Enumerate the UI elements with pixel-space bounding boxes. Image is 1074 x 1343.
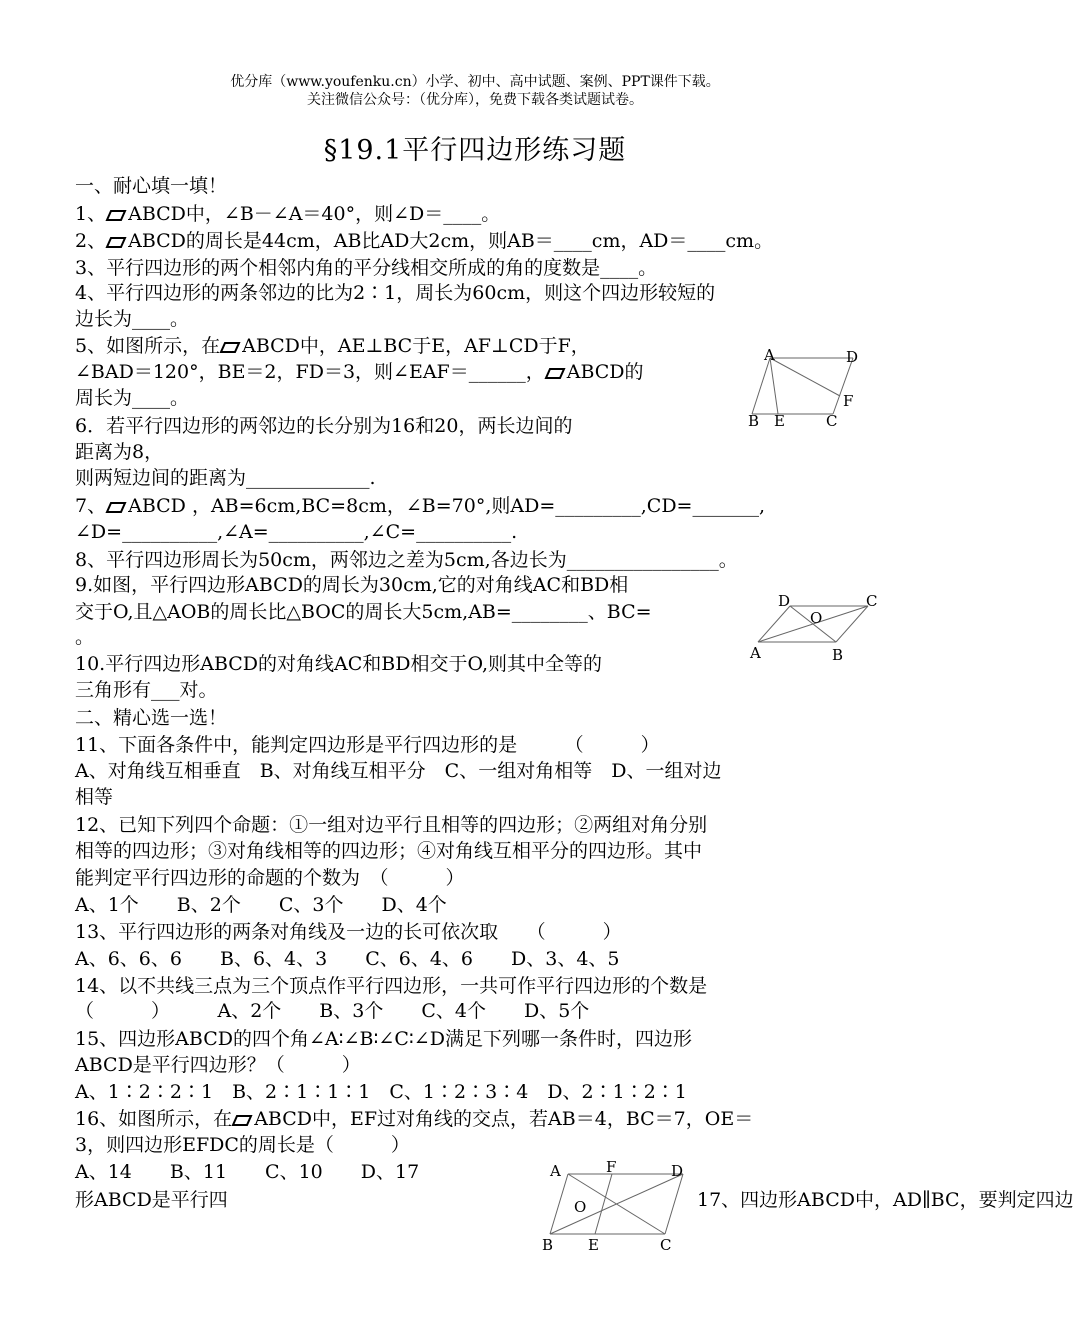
line-33: ABCD是平行四边形？（ ） bbox=[75, 1054, 361, 1076]
line-17: 。 bbox=[75, 626, 95, 648]
line-7: ∠BAD＝120°，BE＝2，FD＝3，则∠EAF＝______， ABCD的 bbox=[75, 361, 644, 383]
line-31: （ ） A、2个 B、3个 C、4个 D、5个 bbox=[75, 1000, 590, 1022]
label-D: D bbox=[778, 592, 791, 610]
line-39: 形ABCD是平行四 bbox=[75, 1189, 228, 1211]
line-21: 11、下面各条件中，能判定四边形是平行四边形的是 （ ） bbox=[75, 734, 660, 756]
label-O: O bbox=[810, 609, 823, 627]
label-A: A bbox=[750, 644, 761, 662]
line-16: 交于O,且△AOB的周长比△BOC的周长大5cm,AB=________、BC= bbox=[75, 601, 652, 623]
line-6: 5、如图所示，在 ABCD中，AE⊥BC于E，AF⊥CD于F， bbox=[75, 335, 590, 357]
line-38: 17、四边形ABCD中，AD∥BC，要判定四边 bbox=[697, 1189, 1074, 1211]
label-D: D bbox=[846, 348, 859, 366]
line-19: 三角形有___对。 bbox=[75, 679, 218, 701]
parallelogram-symbol-icon bbox=[106, 210, 126, 221]
line-3: 3、平行四边形的两个相邻内角的平分线相交所成的角的度数是____。 bbox=[75, 257, 658, 279]
line-5: 边长为____。 bbox=[75, 308, 190, 330]
label-A: A bbox=[764, 346, 775, 364]
line-22: A、对角线互相垂直 B、对角线互相平分 C、一组对角相等 D、一组对边 bbox=[75, 760, 722, 782]
page-title: §19.1平行四边形练习题 bbox=[323, 135, 627, 166]
line-11: 则两短边间的距离为_____________. bbox=[75, 467, 376, 489]
label-B: B bbox=[542, 1236, 554, 1254]
parallelogram-symbol-icon bbox=[220, 342, 240, 353]
figure-q5-parallelogram bbox=[748, 344, 868, 430]
line-37: A、14 B、11 C、10 D、17 bbox=[75, 1161, 420, 1183]
label-O: O bbox=[574, 1198, 587, 1216]
line-30: 14、以不共线三点为三个顶点作平行四边形，一共可作平行四边形的个数是 bbox=[75, 975, 708, 997]
label-C: C bbox=[826, 412, 838, 430]
line-23: 相等 bbox=[75, 786, 114, 808]
parallelogram-symbol-icon bbox=[106, 237, 126, 248]
line-8: 周长为____。 bbox=[75, 387, 190, 409]
parallelogram-symbol-icon bbox=[106, 502, 126, 513]
line-18: 10.平行四边形ABCD的对角线AC和BD相交于O,则其中全等的 bbox=[75, 653, 602, 675]
parallelogram-symbol-icon bbox=[232, 1115, 252, 1126]
line-29: A、6、6、6 B、6、4、3 C、6、4、6 D、3、4、5 bbox=[75, 948, 620, 970]
line-20: 二、精心选一选！ bbox=[75, 707, 228, 729]
line-36: 3，则四边形EFDC的周长是（ ） bbox=[75, 1134, 410, 1156]
line-14: 8、平行四边形周长为50cm，两邻边之差为5cm,各边长为________________。 bbox=[75, 549, 738, 571]
line-12: 7、 ABCD ，AB=6cm,BC=8cm，∠B=70°,则AD=_________,CD=_______, bbox=[75, 495, 766, 517]
line-28: 13、平行四边形的两条对角线及一边的长可依次取 （ ） bbox=[75, 921, 622, 943]
header-line-1: 优分库（www.youfenku.cn）小学、初中、高中试题、案例、PPT课件下载。 bbox=[230, 74, 720, 90]
line-9: 6．若平行四边形的两邻边的长分别为16和20，两长边间的 bbox=[75, 415, 573, 437]
label-C: C bbox=[660, 1236, 672, 1254]
label-F: F bbox=[606, 1158, 617, 1176]
label-B: B bbox=[748, 412, 760, 430]
line-10: 距离为8， bbox=[75, 441, 164, 463]
parallelogram-symbol-icon bbox=[545, 368, 565, 379]
label-D: D bbox=[671, 1162, 684, 1180]
line-27: A、1个 B、2个 C、3个 D、4个 bbox=[75, 894, 447, 916]
line-25: 相等的四边形；③对角线相等的四边形；④对角线互相平分的四边形。其中 bbox=[75, 840, 703, 862]
label-E: E bbox=[774, 412, 785, 430]
line-35: 16、如图所示，在 ABCD中，EF过对角线的交点，若AB＝4，BC＝7，OE＝ bbox=[75, 1108, 754, 1130]
line-26: 能判定平行四边形的命题的个数为 （ ） bbox=[75, 867, 465, 889]
line-24: 12、已知下列四个命题：①一组对边平行且相等的四边形；②两组对角分别 bbox=[75, 814, 708, 836]
label-F: F bbox=[843, 392, 854, 410]
line-0: 一、耐心填一填！ bbox=[75, 175, 228, 197]
line-4: 4、平行四边形的两条邻边的比为2∶1，周长为60cm，则这个四边形较短的 bbox=[75, 282, 716, 304]
line-32: 15、四边形ABCD的四个角∠A∶∠B∶∠C∶∠D满足下列哪一条件时，四边形 bbox=[75, 1028, 692, 1050]
label-B: B bbox=[832, 646, 844, 664]
line-34: A、1∶2∶2∶1 B、2∶1∶1∶1 C、1∶2∶3∶4 D、2∶1∶2∶1 bbox=[75, 1081, 687, 1103]
label-A: A bbox=[550, 1162, 561, 1180]
label-C: C bbox=[866, 592, 878, 610]
label-E: E bbox=[588, 1236, 599, 1254]
line-2: 2、 ABCD的周长是44cm，AB比AD大2cm，则AB＝____cm，AD＝____cm。 bbox=[75, 230, 774, 252]
line-15: 9.如图，平行四边形ABCD的周长为30cm,它的对角线AC和BD相 bbox=[75, 574, 629, 596]
header-line-2: 关注微信公众号：（优分库），免费下载各类试题试卷。 bbox=[307, 92, 643, 108]
line-13: ∠D=__________,∠A=__________,∠C=__________. bbox=[75, 521, 518, 543]
figure-q9-parallelogram bbox=[750, 592, 880, 662]
figure-q16-parallelogram bbox=[542, 1158, 698, 1260]
line-1: 1、 ABCD中，∠B－∠A＝40°，则∠D＝____。 bbox=[75, 203, 501, 225]
